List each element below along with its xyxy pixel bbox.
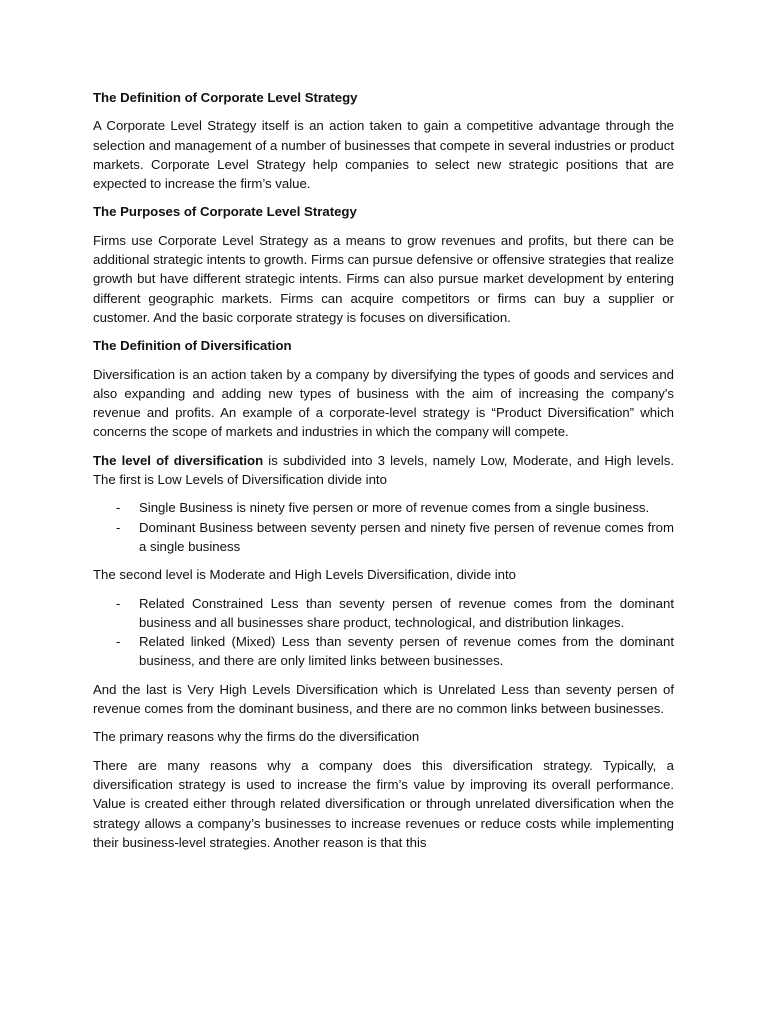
paragraph-definition-corporate-strategy: A Corporate Level Strategy itself is an action taken to gain a competitive advantage through the selection and management of a number of businesses that compete in several industries or product markets. Corporate Level Strategy help companies to select new strategic positions that are expected to increase the firm’s value. <box>93 118 674 192</box>
list-item <box>93 632 674 671</box>
paragraph-second-level: The second level is Moderate and High Levels Diversification, divide into <box>93 567 516 583</box>
heading-definition-corporate-strategy: The Definition of Corporate Level Strategy <box>93 90 358 105</box>
level-of-diversification-text: is subdivided into 3 levels, namely Low, Moderate, and High levels. The first is Low Levels of Diversification divide into <box>93 452 674 488</box>
paragraph-definition-diversification: Diversification is an action taken by a company by diversifying the types of goods and services and also expanding and adding new types of business with the aim of increasing the company's revenue and profits. An example of a corporate-level strategy is “Product Diversification” which concerns the scope of markets and industries in which the company will compete. <box>93 366 674 440</box>
dash-bullet: - <box>116 634 121 650</box>
list-item-text: Related Constrained Less than seventy persen of revenue comes from the dominant business and all businesses share product, technological, and distribution linkages. <box>139 595 674 630</box>
paragraph-primary-reasons: There are many reasons why a company does this diversification strategy. Typically, a diversification strategy is used to increase the firm’s value by improving its overall performance. Value is created either through related diversification or through unrelated diversification when the strategy allows a company’s businesses to increase revenues or reduce costs while implementing their business-level strategies. Another reason is that this <box>93 757 674 850</box>
list-item-text: Single Business is ninety five persen or more of revenue comes from a single business. <box>139 500 650 516</box>
paragraph-very-high-levels: And the last is Very High Levels Diversification which is Unrelated Less than seventy persen of revenue comes from the dominant business, and there are no common links between businesses. <box>93 681 674 717</box>
heading-primary-reasons: The primary reasons why the firms do the diversification <box>93 729 420 745</box>
document-page <box>93 88 674 861</box>
list-item <box>93 518 674 557</box>
list-item <box>93 594 674 633</box>
moderate-levels-list <box>93 594 674 671</box>
list-item-text: Dominant Business between seventy persen and ninety five persen of revenue comes from a single business <box>139 519 674 554</box>
paragraph-level-of-diversification <box>93 451 674 490</box>
low-levels-list <box>93 498 674 556</box>
dash-bullet: - <box>116 519 121 535</box>
list-item <box>93 498 674 517</box>
list-item-text: Related linked (Mixed) Less than seventy persen of revenue comes from the dominant business, and there are only limited links between businesses. <box>139 634 674 669</box>
heading-definition-diversification: The Definition of Diversification <box>93 338 292 354</box>
dash-bullet: - <box>116 595 121 611</box>
dash-bullet: - <box>116 500 121 516</box>
level-of-diversification-term: The level of diversification <box>93 452 264 468</box>
heading-purposes-corporate-strategy: The Purposes of Corporate Level Strategy <box>93 204 357 220</box>
paragraph-purposes-corporate-strategy: Firms use Corporate Level Strategy as a means to grow revenues and profits, but there can be additional strategic intents to growth. Firms can pursue defensive or offensive strategies that realize growth but have different strategic intents. Firms can also pursue market development by entering different geographic markets. Firms can acquire competitors or firms can buy a supplier or customer. And the basic corporate strategy is focuses on diversification. <box>93 232 674 325</box>
